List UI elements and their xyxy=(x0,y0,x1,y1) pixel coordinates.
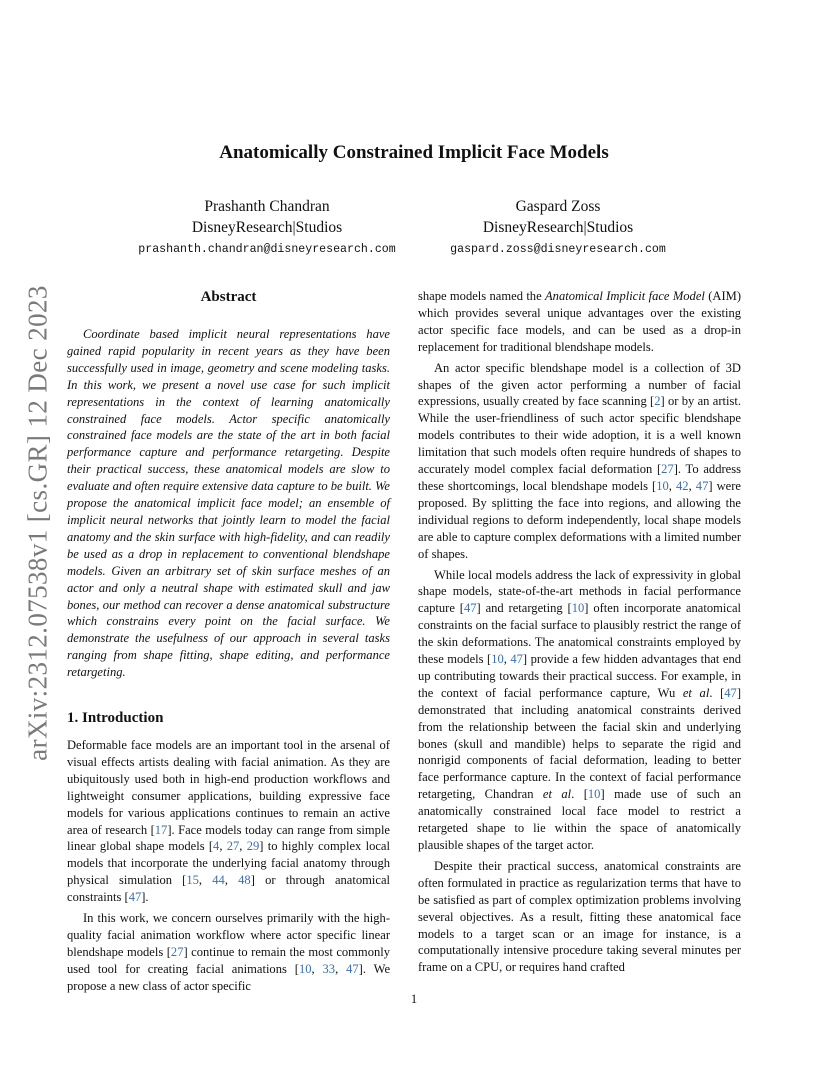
body-paragraph: In this work, we concern ourselves primarily with the high-quality facial animation workflow where actor specific linear blendshape models [27] continue to remain the most commonly used tool for creating facial animations [10, 33, 47]. We propose a new class of actor specific xyxy=(67,911,391,993)
author-block xyxy=(408,196,708,260)
body-paragraph: shape models named the Anatomical Implicit face Model (AIM) which provides several unique advantages over the existing actor specific face models, and can be used as a drop-in replacement for traditional blendshape models. xyxy=(418,289,741,354)
italic-text: et al xyxy=(542,787,572,802)
citation-link[interactable]: 44 xyxy=(212,873,225,888)
citation-link[interactable]: 10 xyxy=(656,478,669,493)
paper-title: Anatomically Constrained Implicit Face Models xyxy=(219,142,609,163)
italic-text: et al xyxy=(682,685,710,700)
body-paragraph: While local models address the lack of expressivity in global shape models, state-of-the-art methods in facial performance capture [47] and retargeting [10] often incorporate anatomical constraints on the facial surface to plausibly restrict the range of the skin deformations. The anatomical constraints employed by these models [10, 47] provide a few hidden advantages that end up contributing towards their practical success. For example, in the context of facial performance capture, Wu et al. [47] demonstrated that including anatomical constraints derived from the relationship between the facial skin and underlying bones (skull and mandible) helps to separate the rigid and nonrigid components of facial deformation, leading to better face performance capture. In the context of facial performance retargeting, Chandran et al. [10] made use of such an anatomically constrained local face model to restrict a retargeted shape to lie within the space of anatomically plausible shapes of the target actor. xyxy=(418,567,742,852)
citation-link[interactable]: 47 xyxy=(128,890,142,905)
right-column xyxy=(418,288,741,976)
citation-link[interactable]: 42 xyxy=(676,478,689,493)
citation-link[interactable]: 15 xyxy=(186,873,199,888)
italic-text: Anatomical Implicit face Model xyxy=(545,289,705,303)
section-heading-introduction: 1. Introduction xyxy=(67,710,164,727)
citation-link[interactable]: 47 xyxy=(724,685,737,700)
citation-link[interactable]: 33 xyxy=(322,961,336,976)
citation-link[interactable]: 17 xyxy=(154,822,168,837)
author-email: prashanth.chandran@disneyresearch.com xyxy=(138,243,396,256)
citation-link[interactable]: 4 xyxy=(213,839,220,854)
abstract-text: Coordinate based implicit neural representations have gained rapid popularity in recent years as they have been successfully used in image, geometry and scene modeling tasks. In this work, we present a novel use case for such implicit representations in the context of learning anatomically constrained face models. Actor specific anatomically constrained face models are the state of the art in both facial performance capture and performance retargeting. Despite their practical success, these anatomical models are slow to evaluate and often require extensive data capture to be built. We propose the anatomical implicit face model; an ensemble of implicit neural networks that jointly learn to model the facial anatomy and the skin surface with high-fidelity, and can readily be used as a drop in replacement to conventional blendshape models. Given an arbitrary set of skin surface meshes of an actor and only a neutral shape with estimated skull and jaw bones, our method can recover a dense anatomical substructure which constrains every point on the facial surface. We demonstrate the usefulness of our approach in several tasks ranging from shape fitting, shape editing, and performance retargeting. xyxy=(67,327,390,680)
body-paragraph: Despite their practical success, anatomical constraints are often formulated in practice as regularization terms that have to be satisfied as part of complex optimization problems involving several objectives. As a result, fitting these anatomical face models to a target scan or an image for instance, is a computationally intensive procedure taking several minutes per frame on a CPU, or requires hand crafted xyxy=(418,858,741,975)
citation-link[interactable]: 2 xyxy=(654,394,661,409)
body-paragraph: An actor specific blendshape model is a collection of 3D shapes of the given actor performing a number of facial expressions, usually created by face scanning [2] or by an artist. While the user-friendliness of such actor specific blendshape models contributes to their wide adoption, it is a well known limitation that such models often require hundreds of shapes to accurately model complex facial deformation [27]. To address these shortcomings, local blendshape models [10, 42, 47] were proposed. By splitting the face into regions, and allowing the individual regions to deform independently, local shape models are able to capture complex deformations with a limited number of shapes. xyxy=(418,360,741,561)
arxiv-id: arXiv:2312.07538v1 [cs.GR] 12 Dec 2023 xyxy=(22,284,53,761)
author-affiliation: DisneyResearch|Studios xyxy=(191,219,343,236)
citation-link[interactable]: 47 xyxy=(346,961,359,976)
citation-link[interactable]: 47 xyxy=(695,478,709,493)
citation-link[interactable]: 27 xyxy=(661,462,674,477)
citation-link[interactable]: 27 xyxy=(170,944,184,959)
citation-link[interactable]: 29 xyxy=(246,839,260,854)
citation-link[interactable]: 10 xyxy=(491,652,504,667)
author-name: Prashanth Chandran xyxy=(204,198,330,215)
citation-link[interactable]: 10 xyxy=(298,961,312,976)
author-name: Gaspard Zoss xyxy=(515,198,601,215)
abstract-heading: Abstract xyxy=(200,289,257,305)
author-email: gaspard.zoss@disneyresearch.com xyxy=(450,243,666,256)
citation-link[interactable]: 48 xyxy=(238,873,251,888)
author-block xyxy=(117,196,417,260)
citation-link[interactable]: 47 xyxy=(463,601,477,616)
left-column xyxy=(67,288,390,995)
body-paragraph: Deformable face models are an important tool in the arsenal of visual effects artists dealing with facial animation. As they are ubiquitously used both in high-end production workflows and lightweight consumer applications, building expressive face models for various applications continues to remain an active area of research [17]. Face models today can range from simple linear global shape models [4, 27, 29] to highly complex local models that incorporate the underlying facial anatomy through physical simulation [15, 44, 48] or through anatomical constraints [47]. xyxy=(67,738,390,905)
citation-link[interactable]: 10 xyxy=(571,601,585,616)
arxiv-side-label xyxy=(18,285,58,760)
author-affiliation: DisneyResearch|Studios xyxy=(482,219,634,236)
page-number: 1 xyxy=(410,992,418,1006)
citation-link[interactable]: 10 xyxy=(587,787,601,802)
citation-link[interactable]: 27 xyxy=(226,839,240,854)
citation-link[interactable]: 47 xyxy=(510,652,523,667)
